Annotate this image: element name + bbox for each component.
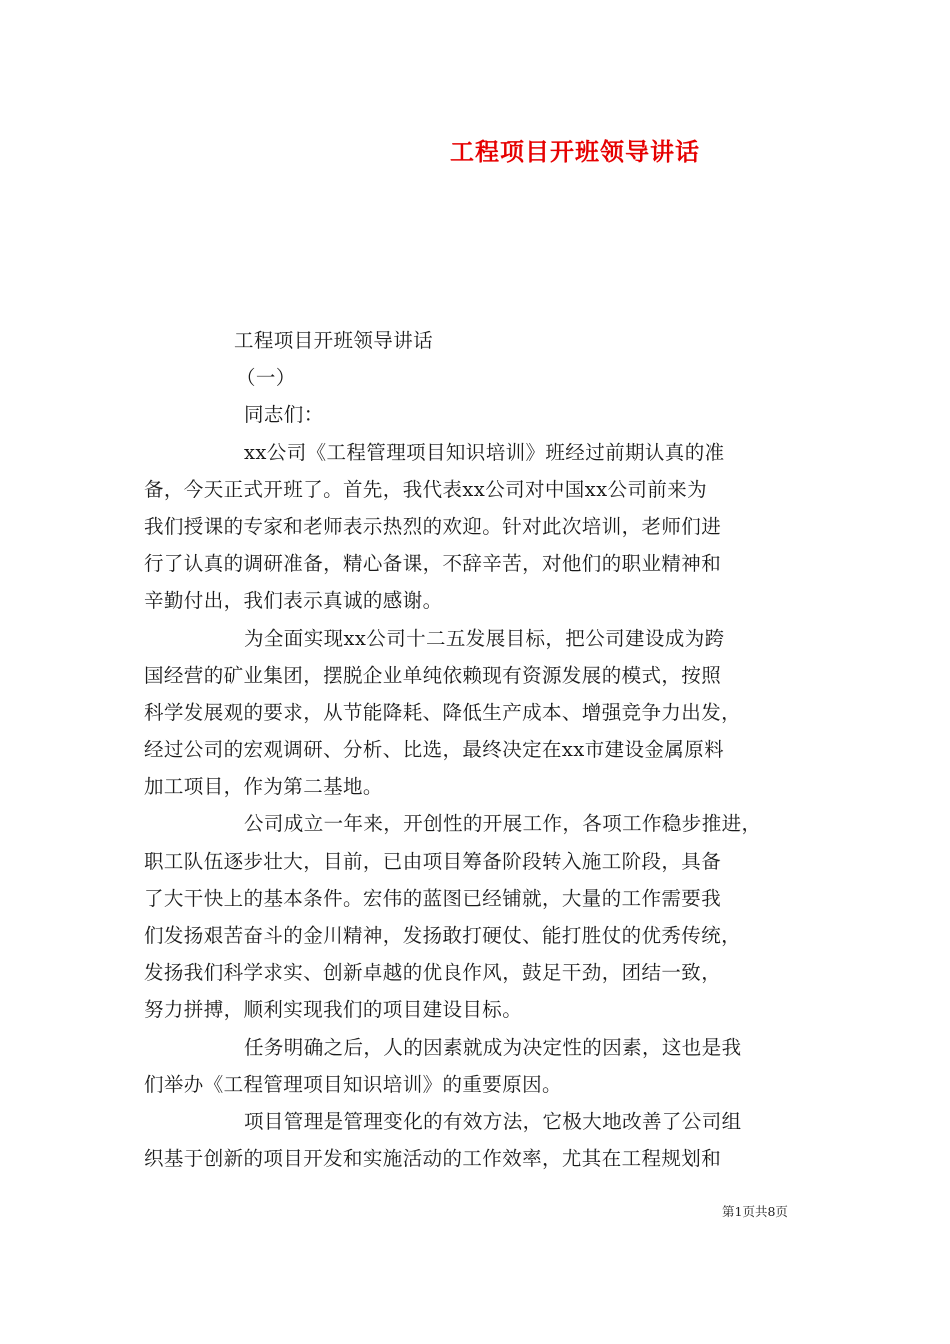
paragraph-line: 任务明确之后，人的因素就成为决定性的因素，这也是我 <box>244 1035 742 1059</box>
paragraph-line: 发扬我们科学求实、创新卓越的优良作风，鼓足干劲，团结一致， <box>144 961 722 985</box>
paragraph-4 <box>144 1029 814 1103</box>
paragraph-line: 经过公司的宏观调研、分析、比选，最终决定在xx市建设金属原料 <box>144 738 724 762</box>
paragraph-line: 行了认真的调研准备，精心备课，不辞辛苦，对他们的职业精神和 <box>144 552 722 576</box>
paragraph-line: 了大干快上的基本条件。宏伟的蓝图已经铺就，大量的工作需要我 <box>144 886 722 910</box>
paragraph-1 <box>144 434 814 620</box>
paragraph-line: 们发扬艰苦奋斗的金川精神，发扬敢打硬仗、能打胜仗的优秀传统， <box>144 924 742 947</box>
paragraph-line: 加工项目，作为第二基地。 <box>144 775 383 799</box>
paragraph-3 <box>144 805 814 1028</box>
body-subtitle: 工程项目开班领导讲话 <box>234 329 434 352</box>
document-body <box>144 322 814 1177</box>
paragraph-line: 我们授课的专家和老师表示热烈的欢迎。针对此次培训，老师们进 <box>144 514 722 538</box>
paragraph-line: 职工队伍逐步壮大，目前，已由项目筹备阶段转入施工阶段，具备 <box>144 849 722 873</box>
paragraph-line: 国经营的矿业集团，摆脱企业单纯依赖现有资源发展的模式，按照 <box>144 663 722 687</box>
paragraph-line: 公司成立一年来，开创性的开展工作，各项工作稳步推进， <box>244 812 762 836</box>
page-number: 第1页共8页 <box>722 1204 788 1219</box>
greeting: 同志们： <box>244 403 324 427</box>
paragraph-line: 辛勤付出，我们表示真诚的感谢。 <box>144 589 443 613</box>
paragraph-line: 科学发展观的要求，从节能降耗、降低生产成本、增强竞争力出发， <box>144 700 742 724</box>
document-title: 工程项目开班领导讲话 <box>450 137 700 166</box>
paragraph-5 <box>144 1103 814 1177</box>
paragraph-line: 为全面实现xx公司十二五发展目标，把公司建设成为跨 <box>244 626 725 650</box>
paragraph-line: 努力拼搏，顺利实现我们的项目建设目标。 <box>144 998 523 1022</box>
paragraph-2 <box>144 620 814 806</box>
paragraph-line: 备，今天正式开班了。首先，我代表xx公司对中国xx公司前来为 <box>144 477 707 501</box>
paragraph-line: 织基于创新的项目开发和实施活动的工作效率，尤其在工程规划和 <box>144 1147 722 1171</box>
paragraph-line: 项目管理是管理变化的有效方法，它极大地改善了公司组 <box>244 1109 742 1133</box>
paragraph-line: xx公司《工程管理项目知识培训》班经过前期认真的准 <box>244 440 725 464</box>
paragraph-line: 们举办《工程管理项目知识培训》的重要原因。 <box>144 1072 562 1096</box>
section-number: （一） <box>236 366 296 390</box>
